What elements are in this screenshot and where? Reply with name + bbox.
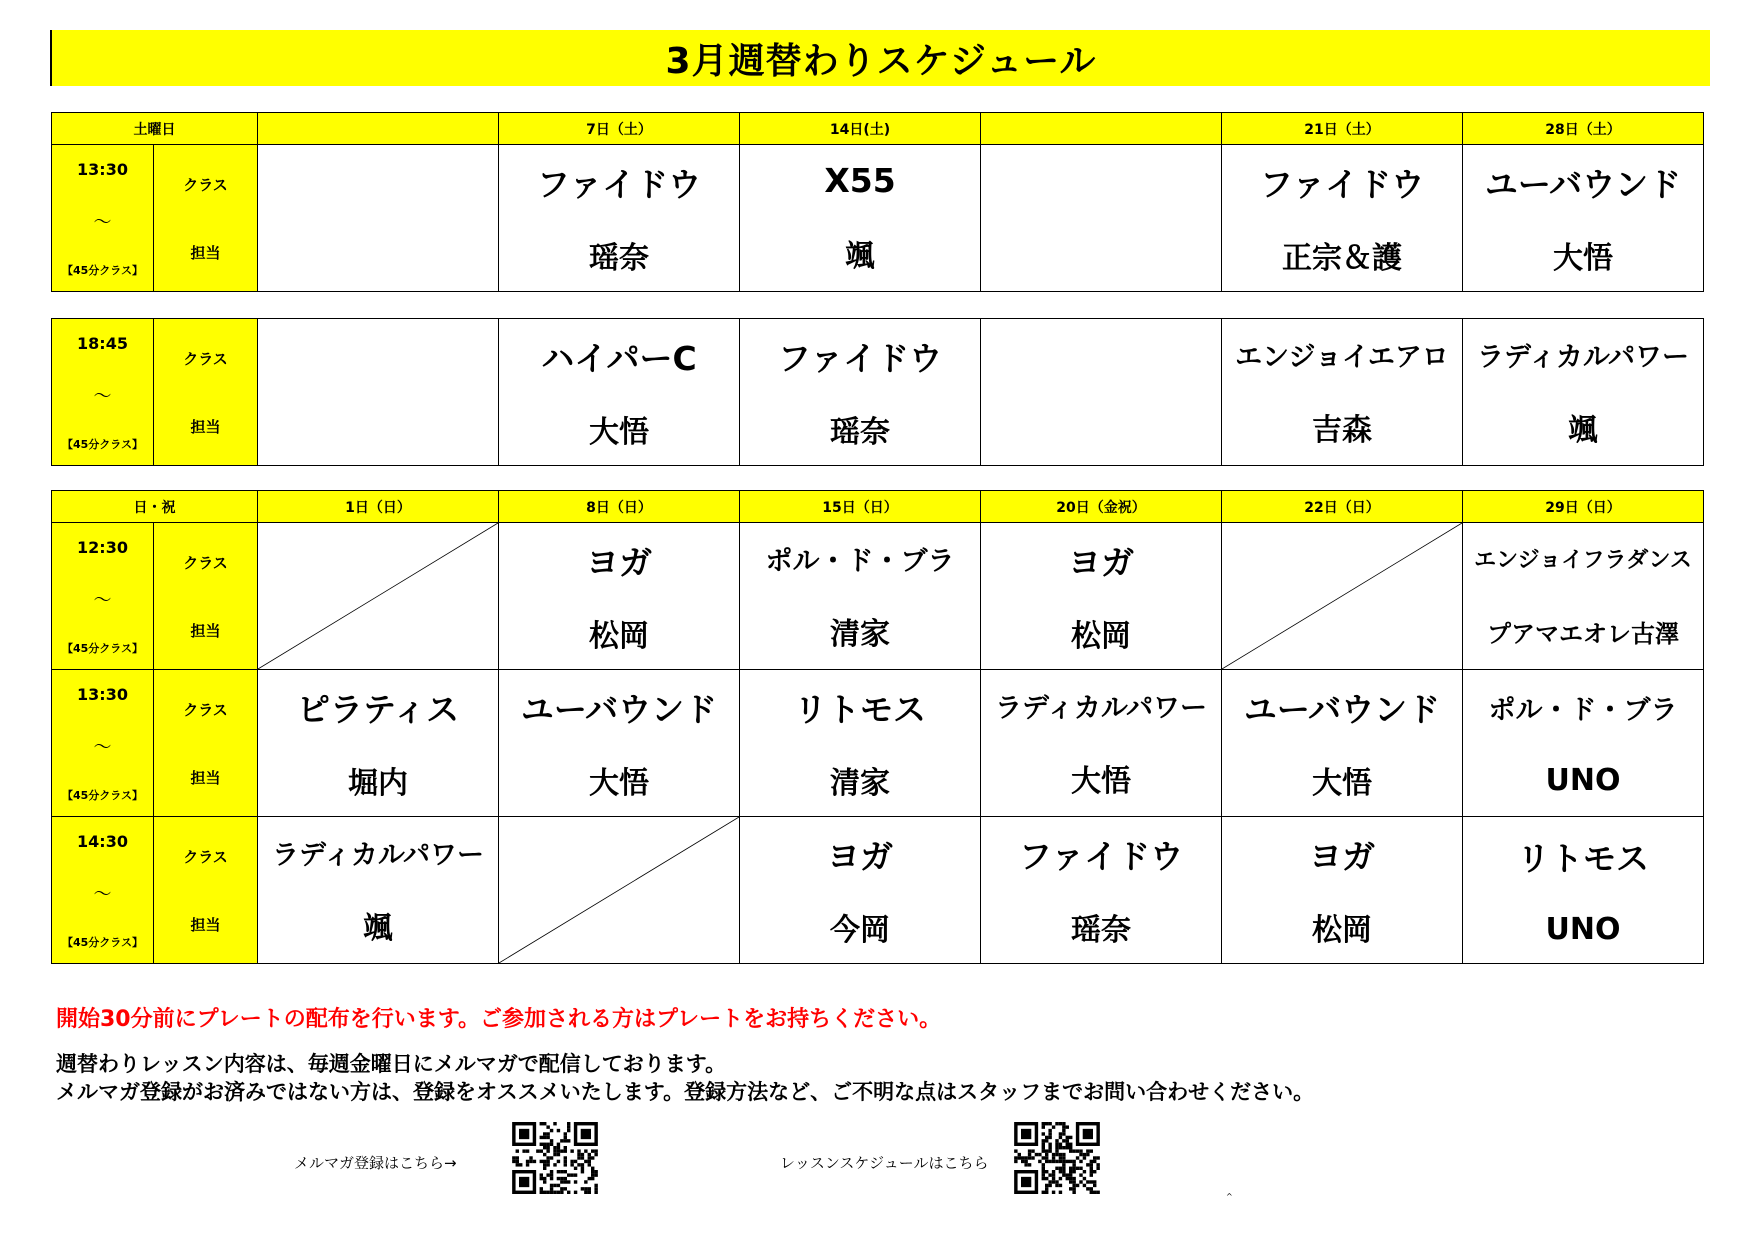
saturday-block-1845 bbox=[51, 318, 1704, 466]
class-name: ラディカルパワー bbox=[1477, 341, 1689, 373]
time-tilde: ～ bbox=[93, 883, 112, 905]
day-type-header: 土曜日 bbox=[52, 113, 258, 145]
instructor-name: 大悟 bbox=[1553, 241, 1613, 277]
date-header: 8日（日） bbox=[499, 491, 740, 523]
class-name: ファイドウ bbox=[536, 164, 702, 204]
instructor-label: 担当 bbox=[190, 417, 221, 436]
duration-label: 【45分クラス】 bbox=[62, 438, 143, 451]
instructor-name: 正宗＆護 bbox=[1282, 241, 1402, 277]
instructor-name: 颯 bbox=[845, 239, 875, 275]
time-tilde: ～ bbox=[93, 736, 112, 758]
mailmag-qr-label: メルマガ登録はこちら→ bbox=[294, 1154, 457, 1172]
time-tilde: ～ bbox=[93, 385, 112, 407]
instructor-name: プアマエオレ古澤 bbox=[1487, 620, 1679, 648]
class-name: ヨガ bbox=[1309, 836, 1375, 876]
date-header: 14日(土) bbox=[740, 113, 981, 145]
date-header: 15日（日） bbox=[740, 491, 981, 523]
mailmag-register-notice: メルマガ登録がお済みではない方は、登録をオススメいたします。登録方法など、ご不明な点はスタッフまでお問い合わせください。 bbox=[56, 1080, 1315, 1104]
lesson-cell bbox=[740, 319, 981, 466]
class-name: リトモス bbox=[794, 689, 926, 729]
instructor-name: 瑶奈 bbox=[830, 415, 890, 451]
class-name: ラディカルパワー bbox=[272, 839, 484, 871]
diagonal-slash bbox=[1222, 523, 1462, 669]
empty-cell bbox=[981, 145, 1222, 292]
lesson-cell bbox=[1222, 817, 1463, 964]
schedule-qr-label: レッスンスケジュールはこちら bbox=[780, 1154, 989, 1172]
lesson-cell bbox=[740, 523, 981, 670]
instructor-name: 颯 bbox=[1568, 413, 1598, 449]
instructor-name: UNO bbox=[1545, 912, 1621, 947]
empty-cell bbox=[258, 145, 499, 292]
date-header: 22日（日） bbox=[1222, 491, 1463, 523]
instructor-name: 瑶奈 bbox=[1071, 913, 1131, 949]
lesson-cell bbox=[740, 670, 981, 817]
start-time: 12:30 bbox=[77, 538, 128, 557]
class-label: クラス bbox=[183, 553, 228, 572]
duration-label: 【45分クラス】 bbox=[62, 264, 143, 277]
sunday-holiday-table bbox=[51, 490, 1704, 964]
no-lesson-cell bbox=[1222, 523, 1463, 670]
class-name: X55 bbox=[824, 160, 896, 200]
instructor-name: 颯 bbox=[363, 911, 393, 947]
lesson-cell bbox=[981, 817, 1222, 964]
date-header: 1日（日） bbox=[258, 491, 499, 523]
class-name: エンジョイフラダンス bbox=[1474, 548, 1692, 573]
class-name: ハイパーC bbox=[541, 338, 697, 378]
empty-cell bbox=[258, 319, 499, 466]
date-header: 29日（日） bbox=[1463, 491, 1704, 523]
diagonal-slash bbox=[258, 523, 498, 669]
time-slot bbox=[52, 145, 154, 292]
lesson-cell bbox=[258, 817, 499, 964]
class-label: クラス bbox=[183, 700, 228, 719]
instructor-name: 今岡 bbox=[830, 913, 890, 949]
start-time: 13:30 bbox=[77, 685, 128, 704]
instructor-name: 吉森 bbox=[1312, 413, 1372, 449]
instructor-name: 大悟 bbox=[1312, 766, 1372, 802]
class-label: クラス bbox=[183, 349, 228, 368]
no-lesson-cell bbox=[499, 817, 740, 964]
lesson-cell bbox=[499, 670, 740, 817]
time-slot bbox=[52, 523, 154, 670]
time-slot bbox=[52, 817, 154, 964]
date-header: 21日（土） bbox=[1222, 113, 1463, 145]
start-time: 18:45 bbox=[77, 334, 128, 353]
instructor-name: 堀内 bbox=[348, 766, 408, 802]
class-label: クラス bbox=[183, 847, 228, 866]
row-labels bbox=[154, 319, 258, 466]
instructor-name: 清家 bbox=[830, 617, 890, 653]
diagonal-slash bbox=[499, 817, 739, 963]
lesson-cell bbox=[740, 817, 981, 964]
instructor-label: 担当 bbox=[190, 621, 221, 640]
lesson-cell bbox=[740, 145, 981, 292]
row-labels bbox=[154, 817, 258, 964]
class-name: ユーバウンド bbox=[1484, 164, 1682, 204]
time-tilde: ～ bbox=[93, 211, 112, 233]
class-name: ユーバウンド bbox=[520, 689, 718, 729]
instructor-name: 瑶奈 bbox=[589, 241, 649, 277]
instructor-name: 松岡 bbox=[589, 619, 649, 655]
lesson-cell bbox=[1463, 319, 1704, 466]
lesson-cell bbox=[499, 523, 740, 670]
date-header: 20日（金祝） bbox=[981, 491, 1222, 523]
schedule-qr-code[interactable] bbox=[1012, 1122, 1102, 1194]
lesson-cell bbox=[499, 319, 740, 466]
mailmag-notice: 週替わりレッスン内容は、毎週金曜日にメルマガで配信しております。 bbox=[56, 1052, 727, 1076]
class-name: ヨガ bbox=[1068, 542, 1134, 582]
instructor-name: 清家 bbox=[830, 766, 890, 802]
page-title: 3月週替わりスケジュール bbox=[50, 30, 1710, 86]
duration-label: 【45分クラス】 bbox=[62, 936, 143, 949]
empty-cell bbox=[981, 319, 1222, 466]
lesson-cell bbox=[981, 523, 1222, 670]
class-name: ピラティス bbox=[296, 689, 460, 729]
class-name: ユーバウンド bbox=[1243, 689, 1441, 729]
instructor-name: 松岡 bbox=[1312, 913, 1372, 949]
time-slot bbox=[52, 670, 154, 817]
instructor-name: 大悟 bbox=[1071, 764, 1131, 800]
row-labels bbox=[154, 670, 258, 817]
row-labels bbox=[154, 523, 258, 670]
instructor-label: 担当 bbox=[190, 768, 221, 787]
lesson-cell bbox=[1222, 319, 1463, 466]
plate-notice: 開始30分前にプレートの配布を行います。ご参加される方はプレートをお持ちください。 bbox=[56, 1007, 942, 1032]
row-labels bbox=[154, 145, 258, 292]
class-name: ファイドウ bbox=[1259, 164, 1425, 204]
lesson-cell bbox=[981, 670, 1222, 817]
mailmag-qr-code[interactable] bbox=[510, 1122, 600, 1194]
instructor-label: 担当 bbox=[190, 243, 221, 262]
lesson-cell bbox=[1463, 670, 1704, 817]
saturday-block-1330 bbox=[51, 112, 1704, 292]
instructor-name: 松岡 bbox=[1071, 619, 1131, 655]
instructor-name: 大悟 bbox=[589, 766, 649, 802]
duration-label: 【45分クラス】 bbox=[62, 789, 143, 802]
class-name: ファイドウ bbox=[1018, 836, 1184, 876]
lesson-cell bbox=[1222, 145, 1463, 292]
class-name: ポル・ド・ブラ bbox=[765, 545, 955, 577]
date-header bbox=[258, 113, 499, 145]
instructor-name: UNO bbox=[1545, 763, 1621, 798]
date-header: 28日（土） bbox=[1463, 113, 1704, 145]
class-name: リトモス bbox=[1517, 839, 1649, 878]
class-name: ヨガ bbox=[827, 836, 893, 876]
class-name: エンジョイエアロ bbox=[1235, 341, 1449, 373]
instructor-label: 担当 bbox=[190, 915, 221, 934]
lesson-cell bbox=[499, 145, 740, 292]
day-type-header: 日・祝 bbox=[52, 491, 258, 523]
class-name: ヨガ bbox=[586, 542, 652, 582]
lesson-cell bbox=[1222, 670, 1463, 817]
class-name: ファイドウ bbox=[777, 338, 943, 378]
start-time: 14:30 bbox=[77, 832, 128, 851]
lesson-cell bbox=[1463, 523, 1704, 670]
time-tilde: ～ bbox=[93, 589, 112, 611]
footer-mark: ^ bbox=[1226, 1192, 1233, 1201]
start-time: 13:30 bbox=[77, 160, 128, 179]
class-label: クラス bbox=[183, 175, 228, 194]
lesson-cell bbox=[1463, 145, 1704, 292]
date-header: 7日（土） bbox=[499, 113, 740, 145]
duration-label: 【45分クラス】 bbox=[62, 642, 143, 655]
instructor-name: 大悟 bbox=[589, 415, 649, 451]
class-name: ポル・ド・ブラ bbox=[1488, 695, 1678, 726]
date-header bbox=[981, 113, 1222, 145]
no-lesson-cell bbox=[258, 523, 499, 670]
time-slot bbox=[52, 319, 154, 466]
lesson-cell bbox=[258, 670, 499, 817]
lesson-cell bbox=[1463, 817, 1704, 964]
class-name: ラディカルパワー bbox=[995, 692, 1207, 724]
